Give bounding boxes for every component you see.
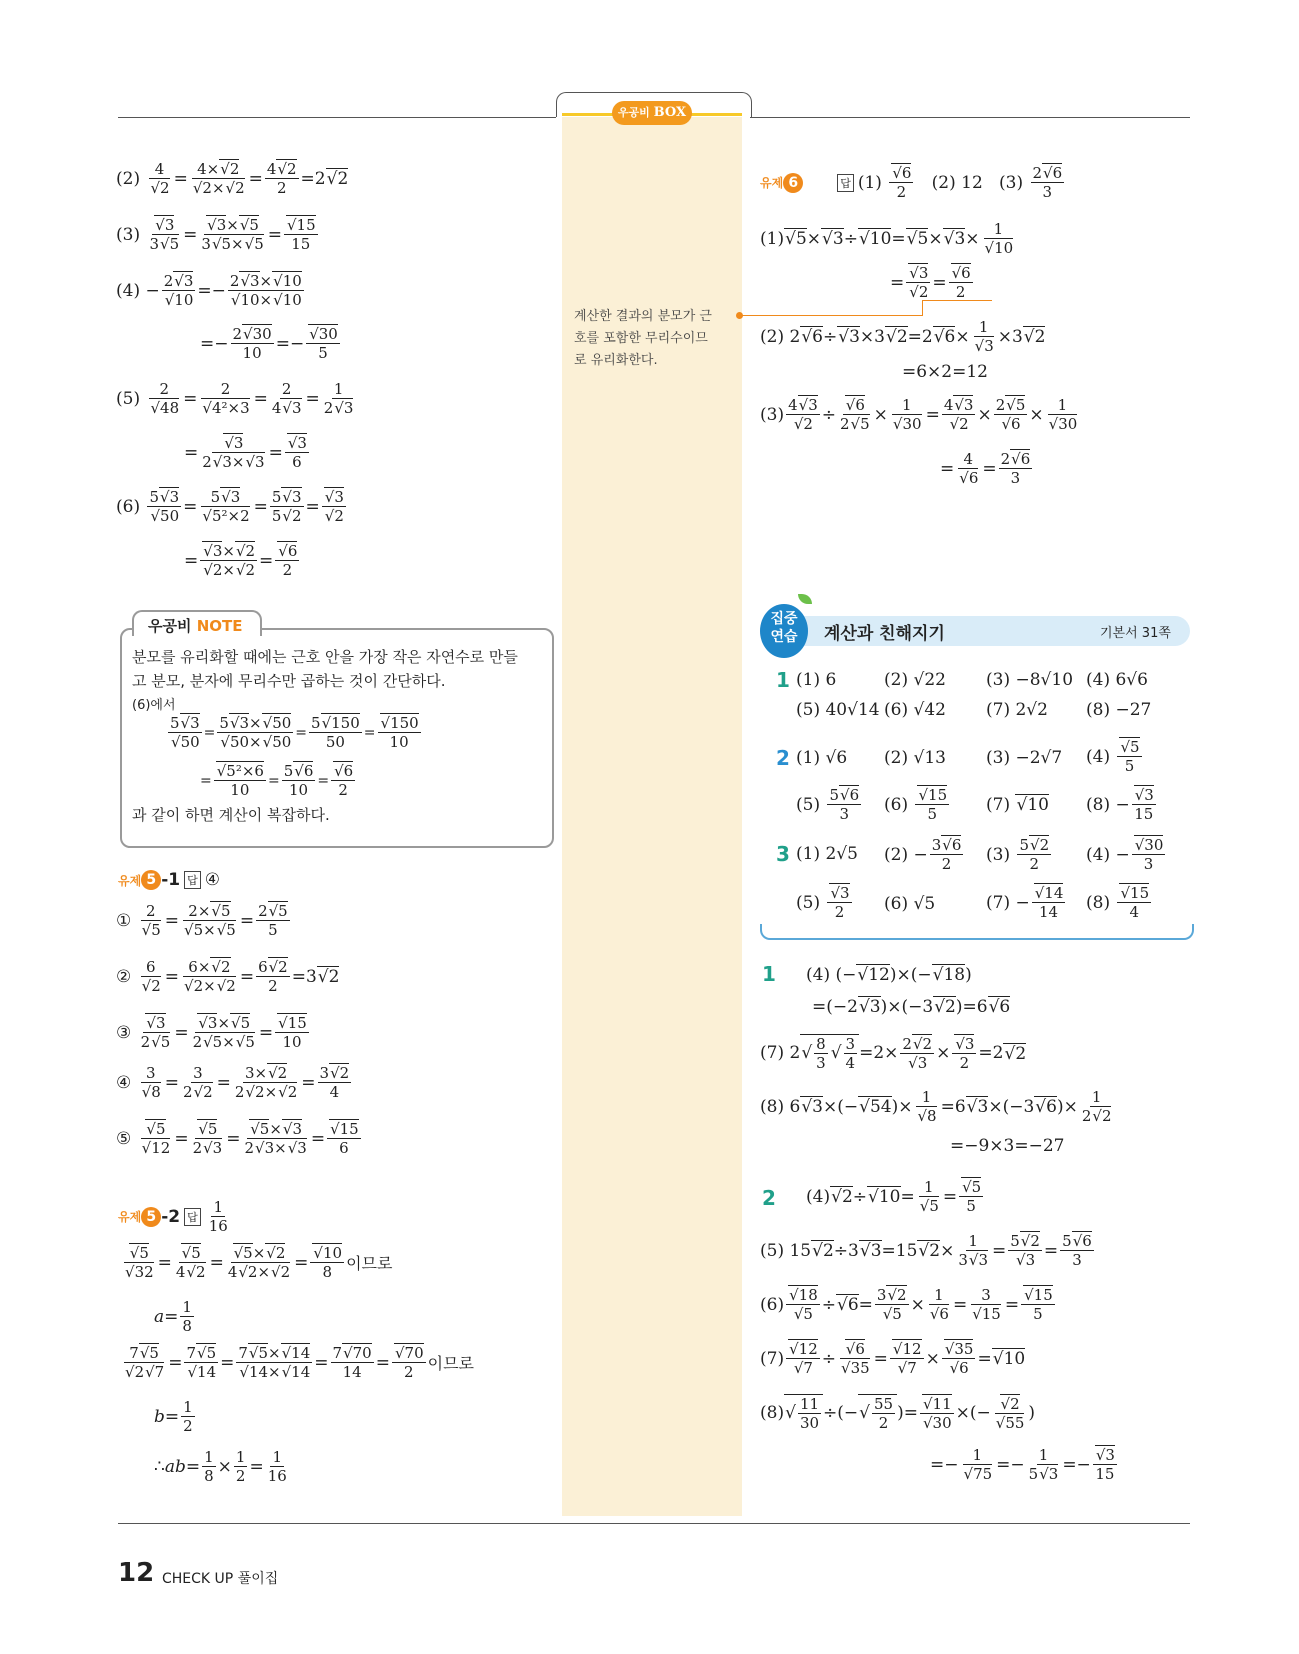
- example5-2-header: 유제 5 -2 답 $\frac{1}{16}$: [118, 1198, 228, 1235]
- solution-num-2: 2: [762, 1186, 776, 1210]
- practice-bracket: [760, 924, 1194, 940]
- example6-num: 6: [783, 173, 803, 193]
- practice-r1-c: (3) −8√10: [986, 670, 1074, 690]
- example5-1-label: 유제: [118, 873, 142, 888]
- eq-5-2-a: √ 5 √ 32 = √ $\frac{5}{4√ 2}$ = √ $\frac{5\times√ 2}{4√ 2\times√ 2}$ = √ $\frac{10}{8}$ 이므로: [120, 1244, 392, 1281]
- eq-5-2-e: ∴ ab = $\frac{1}{8}$ × $\frac{1}{2}$ = $\frac{1}{16}$: [154, 1448, 287, 1485]
- eq-left-6b: = √ 3×√ 2 √ 2×√ 2 = √ $\frac{6}{2}$: [184, 542, 301, 579]
- box-badge-small: 우공비: [617, 106, 650, 119]
- top-rule-right: [750, 117, 1190, 118]
- example6-ans2: (2) 12: [931, 172, 983, 193]
- practice-badge-top: 집중: [770, 611, 798, 627]
- example5-2-answer-mark: 답: [184, 1208, 201, 1226]
- note-eq1: 5√ 3 √ 50 = 5√ 3×√ 50 √ 50×√ 50 = $\frac{5√ 150}{50}$ = √ $\frac{150}{10}$: [166, 714, 423, 751]
- eq6-2: (2) 2 √ 6 ÷ √ 3 ×3 √ 2 =2 √ 6 × 1 √ 3 ×3 √ 2: [760, 318, 1045, 355]
- eq-5-1-d: ④ 3 √ 8 = $\frac{3}{2√ 2}$ = $\frac{3\times√ 2}{2√ 2\times√ 2}$ = $\frac{3√ 2}{4}$: [116, 1064, 353, 1101]
- example5-1-answer-mark: 답: [184, 871, 201, 889]
- example5-1-header: [118, 870, 220, 890]
- side-note-connector-v: [922, 300, 923, 316]
- eq6-1b: = √ 3 √ 2 = √ $\frac{6}{2}$: [890, 264, 975, 301]
- practice-r6-c: (7) − √ $\frac{14}{14}$: [986, 884, 1067, 921]
- practice-r5-b: (2) − $\frac{3√ 6}{2}$: [884, 836, 965, 873]
- note-title-a: 우공비: [148, 617, 197, 635]
- eq-left-4b: =− $\frac{2√ 30}{10}$ =− √ $\frac{30}{5}$: [200, 325, 342, 362]
- practice-r2-c: (7) 2√2: [986, 700, 1048, 720]
- example6-answer-mark: 답: [837, 174, 854, 192]
- practice-r3-c: (3) −2√7: [986, 748, 1063, 768]
- example6-ans3-label: (3): [999, 172, 1024, 193]
- box-badge-big: BOX: [653, 105, 687, 120]
- example5-2-num: 5: [141, 1207, 161, 1227]
- word-imeuro-2: 이므로: [427, 1354, 474, 1373]
- page-number: 12: [118, 1558, 155, 1588]
- practice-badge: [760, 604, 808, 658]
- eq-left-5: (5) 2 √ 48 = 2 √ 4²×3 = $\frac{2}{4√ 3}$ = $\frac{1}{2√ 3}$: [116, 380, 357, 417]
- practice-badge-bottom: 연습: [770, 629, 798, 645]
- side-note: [574, 306, 712, 372]
- eq6-3: (3) 4√ 3 √ 2 ÷ √ $\frac{6}{2√ 5}$ × 1 √ 30 = 4√ 3 √ 2 × 2√ 5 √ 6 × 1 √ 30: [760, 396, 1081, 433]
- side-note-dot: [736, 312, 743, 319]
- sol2-4: (4) √ 2 ÷ √ 10 = 1 √ 5 = √ $\frac{5}{5}$: [806, 1178, 985, 1215]
- example5-1-suffix: -1: [161, 870, 181, 890]
- solution-num-1: 1: [762, 962, 776, 986]
- eq-left-6: (6) 5√ 3 √ 50 = 5√ 3 √ 5²×2 = $\frac{5√ 3}{5√ 2}$ = √ 3 √ 2: [116, 488, 348, 525]
- example5-2-suffix: -2: [161, 1206, 181, 1227]
- eq6-3b: = 4 √ 6 = $\frac{2√ 6}{3}$: [940, 450, 1034, 487]
- practice-r4-b: (6) √ $\frac{15}{5}$: [884, 786, 951, 823]
- eq-5-2-d: b = $\frac{1}{2}$: [154, 1398, 193, 1435]
- practice-num-1: 1: [776, 668, 790, 692]
- book-title: CHECK UP 풀이집: [162, 1571, 279, 1587]
- bottom-rule: [118, 1523, 1190, 1524]
- note-line1: 분모를 유리화할 때에는 근호 안을 가장 작은 자연수로 만들: [132, 648, 518, 666]
- example6-label: 유제: [760, 176, 784, 190]
- sol2-6: (6) √ 18 √ 5 ÷ √ 6 = 3√ 2 √ 5 × 1 √ 6 = 3 √ 15 = √ $\frac{15}{5}$: [760, 1286, 1057, 1323]
- eq-5-2-b: a = $\frac{1}{8}$: [154, 1298, 192, 1335]
- eq-left-4: (4) − 2√ 3 √ 10 =− 2√ 3×√ 10 √ 10×√ 10: [116, 272, 306, 309]
- note-line-end: 과 같이 하면 계산이 복잡하다.: [132, 806, 330, 824]
- sol1-8: (8) 6 √ 3 ×(− √ 54 )× 1 √ 8 =6 √ 3 ×(−3 √ 6 )× $\frac{1}{2√ 2}$: [760, 1088, 1115, 1125]
- sol1-8b: =−9×3=−27: [950, 1136, 1065, 1156]
- practice-num-3: 3: [776, 842, 790, 866]
- example5-1-num: 5: [141, 870, 161, 890]
- eq6-1: (1) √ 5 × √ 3 ÷ √ 10 = √ 5 × √ 3 × 1 √ 10: [760, 220, 1017, 257]
- practice-r4-c: (7) √ 10: [986, 794, 1049, 815]
- example6-header: 유제 6 답 (1) √ $\frac{6}{2}$ (2) 12 (3) $\frac{2√ 6}{3}$: [760, 164, 1066, 201]
- practice-r6-a: (5) √ $\frac{3}{2}$: [796, 884, 854, 921]
- eq6-2b: =6×2=12: [902, 362, 988, 382]
- sol2-5: (5) 15 √ 2 ÷3 √ 3 =15 √ 2 × $\frac{1}{3√ 3}$ = 5√ 2 √ 3 = $\frac{5√ 6}{3}$: [760, 1232, 1096, 1269]
- sol1-4: (4) (− √ 12 )×(− √ 18 ): [806, 964, 972, 985]
- box-badge: [612, 101, 692, 125]
- leaf-icon: [798, 594, 812, 604]
- practice-r4-a: (5) $\frac{5√ 6}{3}$: [796, 786, 863, 823]
- eq-5-2-c: 7√ 5 √ 2√ 7 = 7√ 5 √ 14 = 7√ 5×√ 14 √ 14×√ 14 = $\frac{7√ 70}{14}$ = √ $\frac{70}{2}$ 이므로: [120, 1344, 474, 1381]
- practice-r1-b: (2) √22: [884, 670, 946, 690]
- sol1-4b: =(−2 √ 3 )×(−3 √ 2 )=6 √ 6: [812, 996, 1010, 1017]
- sol2-7: (7) √ 12 √ 7 ÷ √ 6 √ 35 = √ 12 √ 7 × √ 35 √ 6 = √ 10: [760, 1340, 1025, 1377]
- practice-title: 계산과 친해지기: [824, 624, 945, 644]
- note-eq2: = √ $\frac{\text{5²×6}}{10}$ = $\frac{5√ 6}{10}$ = √ $\frac{6}{2}$: [200, 762, 357, 799]
- side-note-line2: 호를 포함한 무리수이므: [574, 331, 708, 346]
- eq-5-1-b: ② 6 √ 2 = 6×√ 2 √ 2×√ 2 = $\frac{6√ 2}{2}$ =3 √ 2: [116, 958, 339, 995]
- side-note-line3: 로 유리화한다.: [574, 353, 658, 368]
- note-tab: [132, 610, 262, 636]
- top-rule: [118, 117, 556, 118]
- practice-r2-a: (5) 40√14: [796, 700, 880, 720]
- note-line3: (6)에서: [132, 698, 176, 713]
- practice-r6-b: (6) √5: [884, 894, 936, 914]
- practice-r3-a: (1) √6: [796, 748, 848, 768]
- eq-left-3: (3) √ $\frac{3}{3√ 5}$ = √ $\frac{3\times√ 5}{3√ 5\times√ 5}$ = √ $\frac{15}{15}$: [116, 216, 320, 253]
- sol2-8b: =− 1 √ 75 =− $\frac{1}{5√ 3}$ =− √ $\frac{3}{15}$: [930, 1446, 1119, 1483]
- side-note-connector: [740, 315, 922, 316]
- practice-r2-b: (6) √42: [884, 700, 946, 720]
- practice-r1-a: (1) 6: [796, 670, 837, 690]
- practice-r2-d: (8) −27: [1086, 700, 1152, 720]
- eq-left-5b: = √ $\frac{3}{2√ 3\times√ 3}$ = √ $\frac{3}{6}$: [184, 434, 311, 471]
- example6-ans1-label: (1): [857, 172, 882, 193]
- example5-2-label: 유제: [118, 1210, 142, 1224]
- note-line2: 고 분모, 분자에 무리수만 곱하는 것이 간단하다.: [132, 672, 446, 690]
- word-imeuro-1: 이므로: [346, 1254, 393, 1273]
- practice-num-2: 2: [776, 746, 790, 770]
- practice-r5-a: (1) 2√5: [796, 844, 858, 864]
- side-note-line1: 계산한 결과의 분모가 근: [574, 309, 712, 324]
- eq-5-1-c: ③ √ $\frac{3}{2√ 5}$ = √ $\frac{3\times√ 5}{2√ 5\times√ 5}$ = √ $\frac{15}{10}$: [116, 1014, 311, 1051]
- practice-r6-d: (8) √ $\frac{15}{4}$: [1086, 884, 1153, 921]
- eq-left-2: (2) 4 √ 2 = 4×√ 2 √ 2×√ 2 = $\frac{4√ 2}{2}$ =2 √ 2: [116, 160, 348, 197]
- sol1-7: (7) 2 √ $\frac{8}{3}$ √ $\frac{3}{4}$ =2× 2√ 2 √ 3 × √ $\frac{3}{2}$ =2 √ 2: [760, 1034, 1026, 1072]
- sol2-8: (8) √ $\frac{11}{30}$ ÷(− √ $\frac{55}{2}$ )= √ 11 √ 30 ×(− √ 2 √ 55 ): [760, 1394, 1035, 1432]
- practice-r3-b: (2) √13: [884, 748, 946, 768]
- practice-r5-d: (4) − √ $\frac{30}{3}$: [1086, 836, 1167, 873]
- eq-5-1-a: ① 2 √ 5 = 2×√ 5 √ 5×√ 5 = $\frac{2√ 5}{5}$: [116, 902, 292, 939]
- practice-r5-c: (3) $\frac{5√ 2}{2}$: [986, 836, 1053, 873]
- practice-r4-d: (8) − √ $\frac{3}{15}$: [1086, 786, 1158, 823]
- note-title-b: NOTE: [196, 617, 243, 635]
- practice-r1-d: (4) 6√6: [1086, 670, 1148, 690]
- practice-r3-d: (4) √ $\frac{5}{5}$: [1086, 738, 1144, 775]
- practice-ref: 기본서 31쪽: [1100, 626, 1171, 641]
- example5-1-answer: ④: [204, 870, 220, 890]
- eq-5-1-e: ⑤ √ 5 √ 12 = √ $\frac{5}{2√ 3}$ = √ $\frac{5\times√ 3}{2√ 3\times√ 3}$ = √ $\frac{15}{6}$: [116, 1120, 363, 1157]
